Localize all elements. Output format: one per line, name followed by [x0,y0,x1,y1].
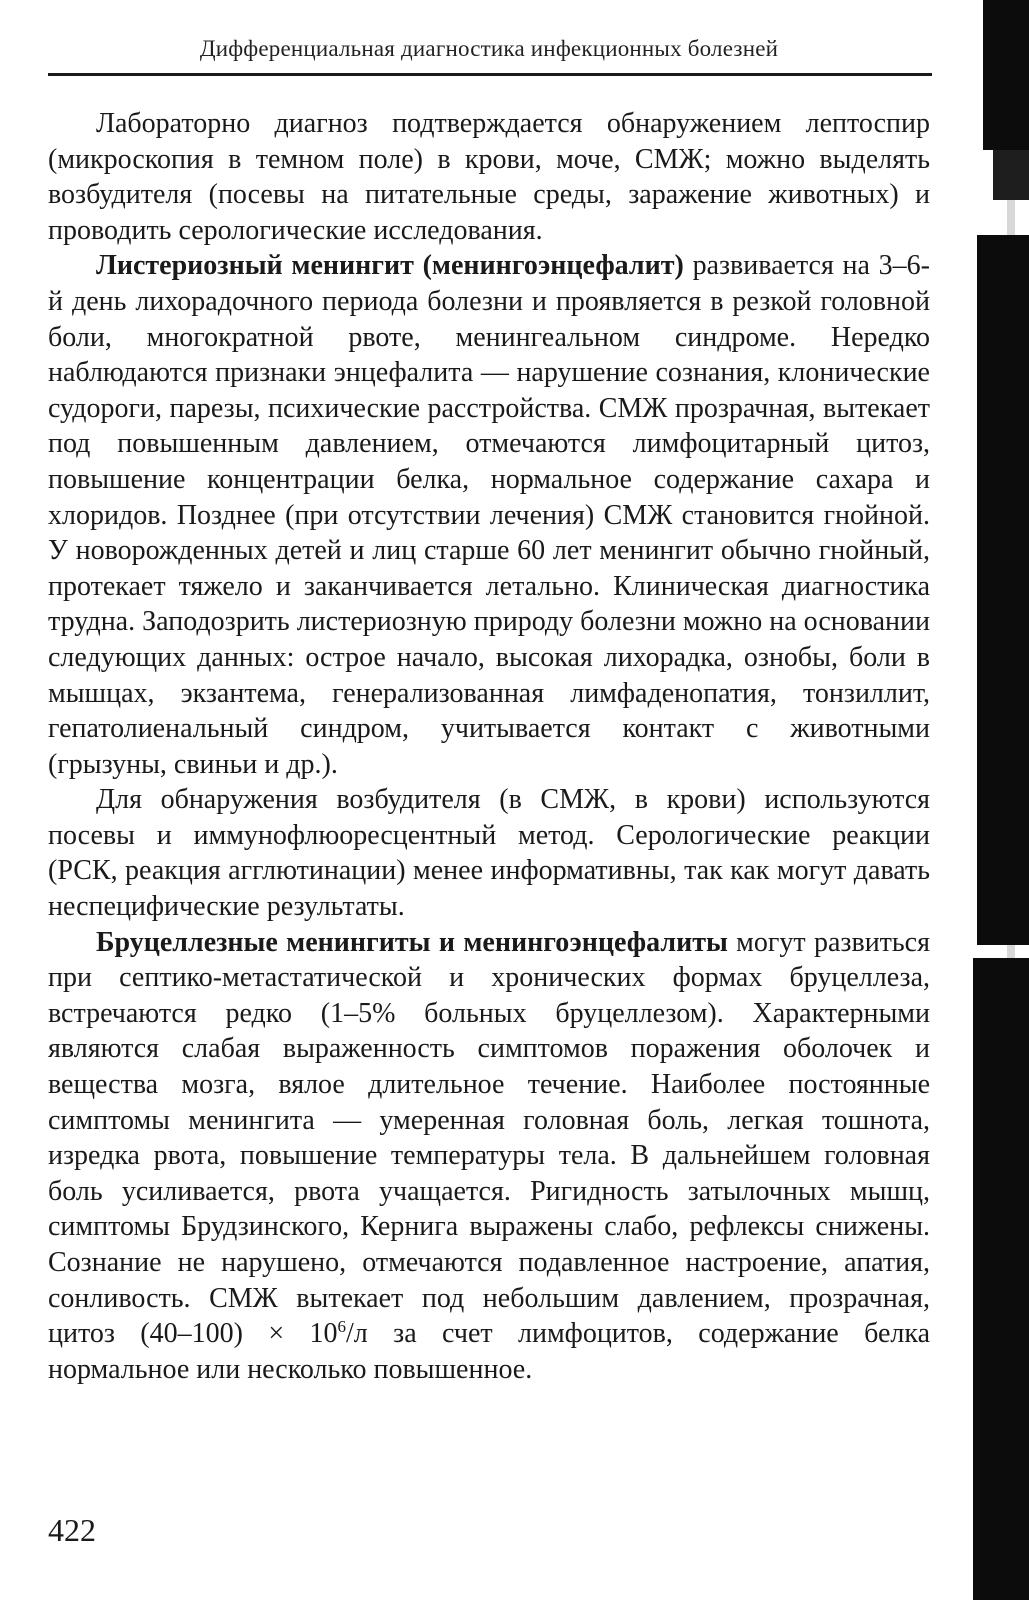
paragraph-listeriosis [48,248,930,782]
binding-shadow [977,235,1029,945]
binding-gap [1007,200,1015,235]
exponent: 6 [337,1317,346,1337]
running-header: Дифференциальная диагностика инфекционных болезней [199,36,779,61]
paragraph-lead-term: Бруцеллезные менингиты и менингоэнцефалиты [96,926,728,958]
binding-shadow [983,0,1029,150]
paragraph-text: могут развиться при септико-метастатической и хронических формах бруцеллеза, встречаются редко (1–5% больных бруцеллезом). Характерными являются слабая выраженность симптомов поражения оболочек и вещества мозга, вялое длительное течение. Наиболее постоянные симптомы менингита — умеренная головная боль, легкая тошнота, изредка рвота, повышение температуры тела. В дальнейшем головная боль усиливается, рвота учащается. Ригидность затылочных мышц, симптомы Брудзинского, Кернига выражены слабо, рефлексы снижены. Сознание не нарушено, отмечаются подавленное настроение, апатия, сонливость. СМЖ вытекает под небольшим давлением, прозрачная, цитоз (40–100) × 10 [48,926,930,1350]
paragraph-lead-term: Листериозный менингит (менингоэнцефалит) [96,250,684,282]
binding-shadow [993,150,1029,200]
paragraph-text: Для обнаружения возбудителя (в СМЖ, в крови) используются посевы и иммунофлюоресцентный метод. Серологические реакции (РСК, реакция агглютинации) менее информативны, так как могут давать неспецифические результаты. [48,784,930,923]
scan-binding-edge [972,0,1029,1600]
paragraph-brucellosis [48,925,930,1388]
body-text [48,106,930,1387]
paragraph-listeriosis-lab [48,782,930,924]
paragraph-leptospirosis-lab [48,106,930,248]
binding-gap [1007,945,1015,958]
page-number: 422 [48,1512,96,1548]
header-rule [48,73,932,76]
paragraph-text-tail: /л за счет лимфоцитов, содержание белка нормальное или несколько повышенное. [48,1318,931,1385]
paragraph-text: Лабораторно диагноз подтверждается обнаружением лептоспир (микроскопия в темном поле) в крови, моче, СМЖ; можно выделять возбудителя (посевы на питательные среды, заражение животных) и проводить серологические исследования. [48,108,930,246]
paragraph-text: развивается на 3–6-й день лихорадочного периода болезни и проявляется в резкой головной боли, многократной рвоте, менингеальном синдроме. Нередко наблюдаются признаки энцефалита — нарушение сознания, клонические судороги, парезы, психические расстройства. СМЖ прозрачная, вытекает под повышенным давлением, отмечаются лимфоцитарный цитоз, повышение концентрации белка, нормальное содержание сахара и хлоридов. Позднее (при отсутствии лечения) СМЖ становится гнойной. У новорожденных детей и лиц старше 60 лет менингит обычно гнойный, протекает тяжело и заканчивается летально. Клиническая диагностика трудна. Заподозрить листериозную природу болезни можно на основании следующих данных: острое начало, высокая лихорадка, ознобы, боли в мышцах, экзантема, генерализованная лимфаденопатия, тонзиллит, гепатолиенальный синдром, учитывается контакт с животными (грызуны, свиньи и др.). [48,250,930,780]
binding-shadow [973,958,1029,1600]
